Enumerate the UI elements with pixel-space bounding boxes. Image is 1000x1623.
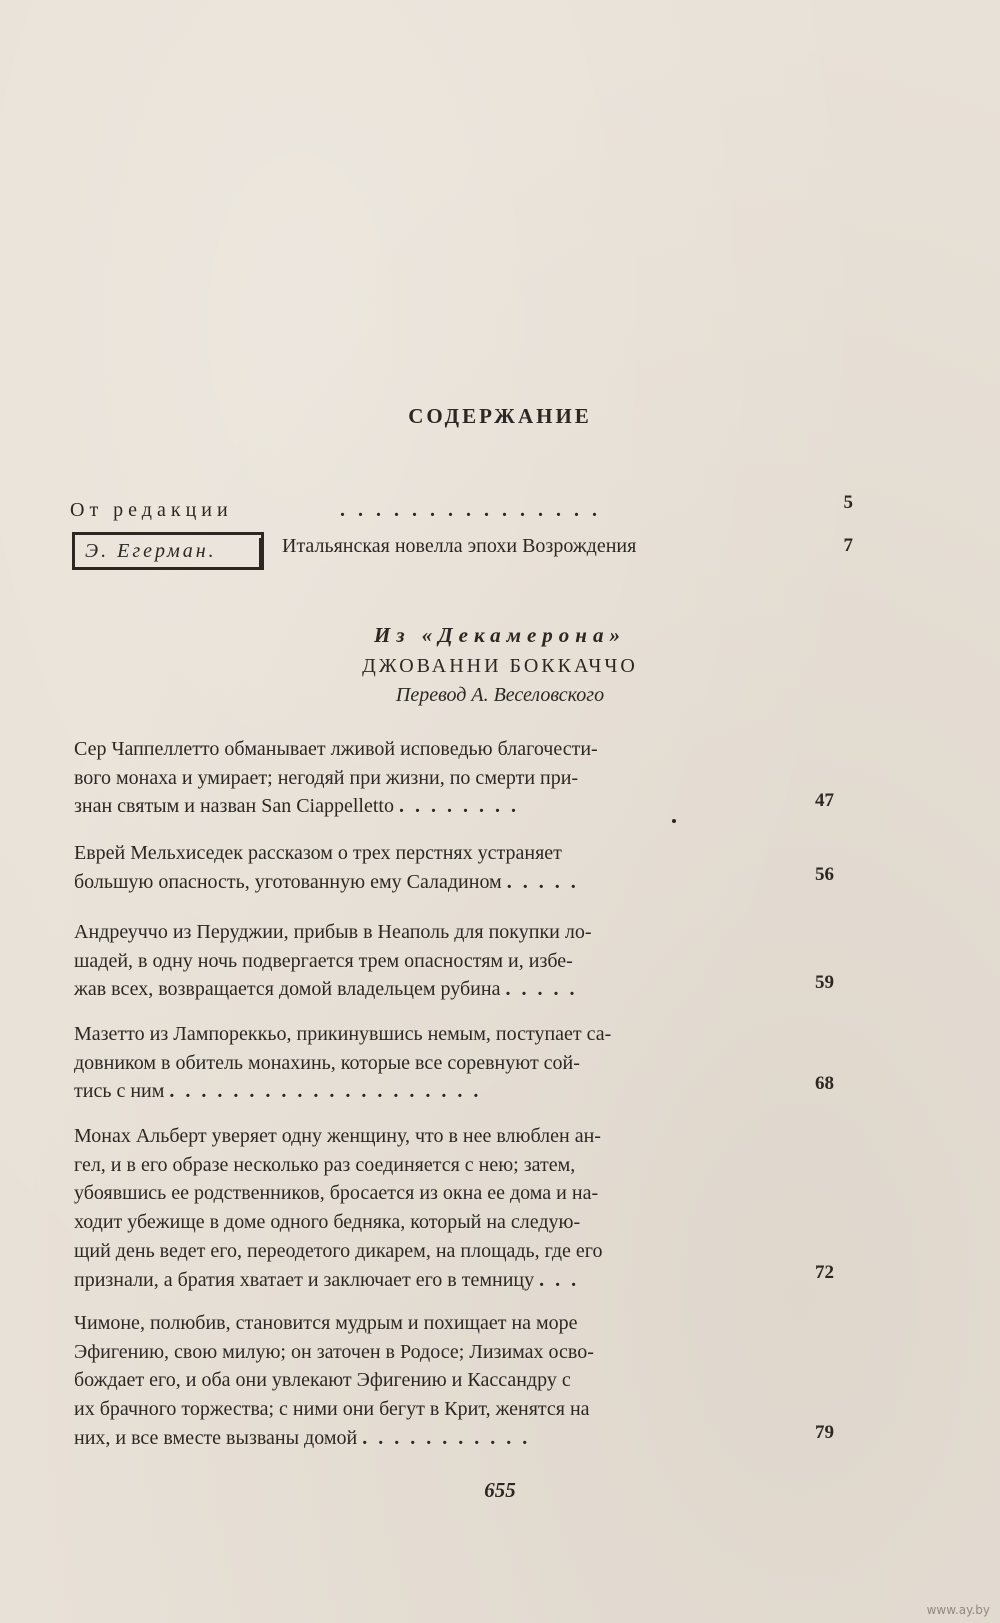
toc-entry — [74, 1020, 764, 1106]
entry-line: признали, а братия хватает и заключает его в темницу — [74, 1268, 535, 1291]
entry-line: Чимоне, полюбив, становится мудрым и похищает на море — [74, 1312, 578, 1334]
entry-page: 79 — [815, 1422, 834, 1443]
leader-dots: ........ — [398, 795, 527, 818]
watermark: www.ay.by — [926, 1603, 990, 1617]
page-number: 655 — [484, 1478, 516, 1502]
contents-heading: СОДЕРЖАНИЕ — [408, 404, 592, 428]
print-speck — [672, 819, 676, 823]
leader-dots: ... — [539, 1268, 588, 1291]
entry-line: вого монаха и умирает; негодяй при жизни, по смерти при- — [74, 766, 579, 789]
entry-line: убоявшись ее родственников, бросается из окна ее дома и на- — [74, 1182, 599, 1205]
entry-line: жав всех, возвращается домой владельцем рубина — [74, 978, 501, 1001]
toc-entry — [74, 1122, 764, 1294]
toc-introduction-title: Итальянская новелла эпохи Возрождения — [282, 535, 637, 557]
author-box-divider — [259, 538, 261, 568]
entry-page: 59 — [815, 972, 834, 993]
author-box — [72, 532, 264, 570]
entry-line: Эфигению, свою милую; он заточен в Родосе; Лизимах осво- — [74, 1340, 594, 1363]
entry-page: 56 — [815, 864, 834, 885]
toc-introduction — [282, 532, 855, 560]
entry-line: их брачного торжества; с ними они бегут в Крит, женятся на — [74, 1398, 590, 1421]
toc-entry — [74, 918, 764, 1004]
entry-line: большую опасность, уготованную ему Саладином — [74, 870, 502, 893]
entry-line: тись с ним — [74, 1080, 165, 1103]
entry-line: них, и все вместе вызваны домой — [74, 1426, 358, 1449]
toc-entry — [74, 735, 764, 821]
section-author: ДЖОВАННИ БОККАЧЧО — [362, 655, 638, 677]
entry-line: Андреуччо из Перуджии, прибыв в Неаполь для покупки ло- — [74, 921, 592, 943]
entry-page: 68 — [815, 1073, 834, 1094]
toc-introduction-page: 7 — [843, 535, 853, 556]
entry-line: знан святым и назван San Ciappelletto — [74, 795, 394, 818]
toc-entry — [74, 839, 764, 896]
entry-line: ходит убежище в доме одного бедняка, который на следую- — [74, 1211, 581, 1234]
leader-dots: ........... — [362, 1426, 539, 1449]
entry-line: щий день ведет его, переодетого дикарем, на площадь, где его — [74, 1239, 603, 1262]
leader-dots: ............... — [340, 499, 610, 521]
section-translator: Перевод А. Веселовского — [395, 684, 605, 706]
entry-line: Еврей Мельхиседек рассказом о трех перстнях устраняет — [74, 842, 562, 864]
section-title: Из «Декамерона» — [374, 623, 626, 647]
leader-dots: .................... — [169, 1080, 490, 1103]
entry-page: 47 — [815, 790, 834, 811]
show-through-text — [90, 80, 850, 108]
leader-dots: ..... — [506, 870, 587, 893]
toc-editorial — [70, 492, 855, 524]
entry-line: довником в обитель монахинь, которые все соревнуют сой- — [74, 1051, 580, 1074]
entry-line: Сер Чаппеллетто обманывает лживой исповедью благочести- — [74, 738, 598, 760]
toc-editorial-title: От редакции — [70, 499, 233, 521]
entry-line: шадей, в одну ночь подвергается трем опасностям и, избе- — [74, 949, 573, 972]
entry-line: Мазетто из Лампореккьо, прикинувшись немым, поступает са- — [74, 1023, 612, 1045]
toc-author-name: Э. Егерман. — [85, 540, 217, 562]
leader-dots: ..... — [505, 978, 586, 1001]
entry-line: Монах Альберт уверяет одну женщину, что в нее влюблен ан- — [74, 1125, 601, 1147]
toc-entry — [74, 1309, 764, 1453]
toc-editorial-page: 5 — [843, 492, 853, 513]
entry-line: бождает его, и оба они увлекают Эфигению и Кассандру с — [74, 1369, 571, 1392]
entry-line: гел, и в его образе несколько раз соединяется с нею; затем, — [74, 1153, 576, 1176]
entry-page: 72 — [815, 1262, 834, 1283]
